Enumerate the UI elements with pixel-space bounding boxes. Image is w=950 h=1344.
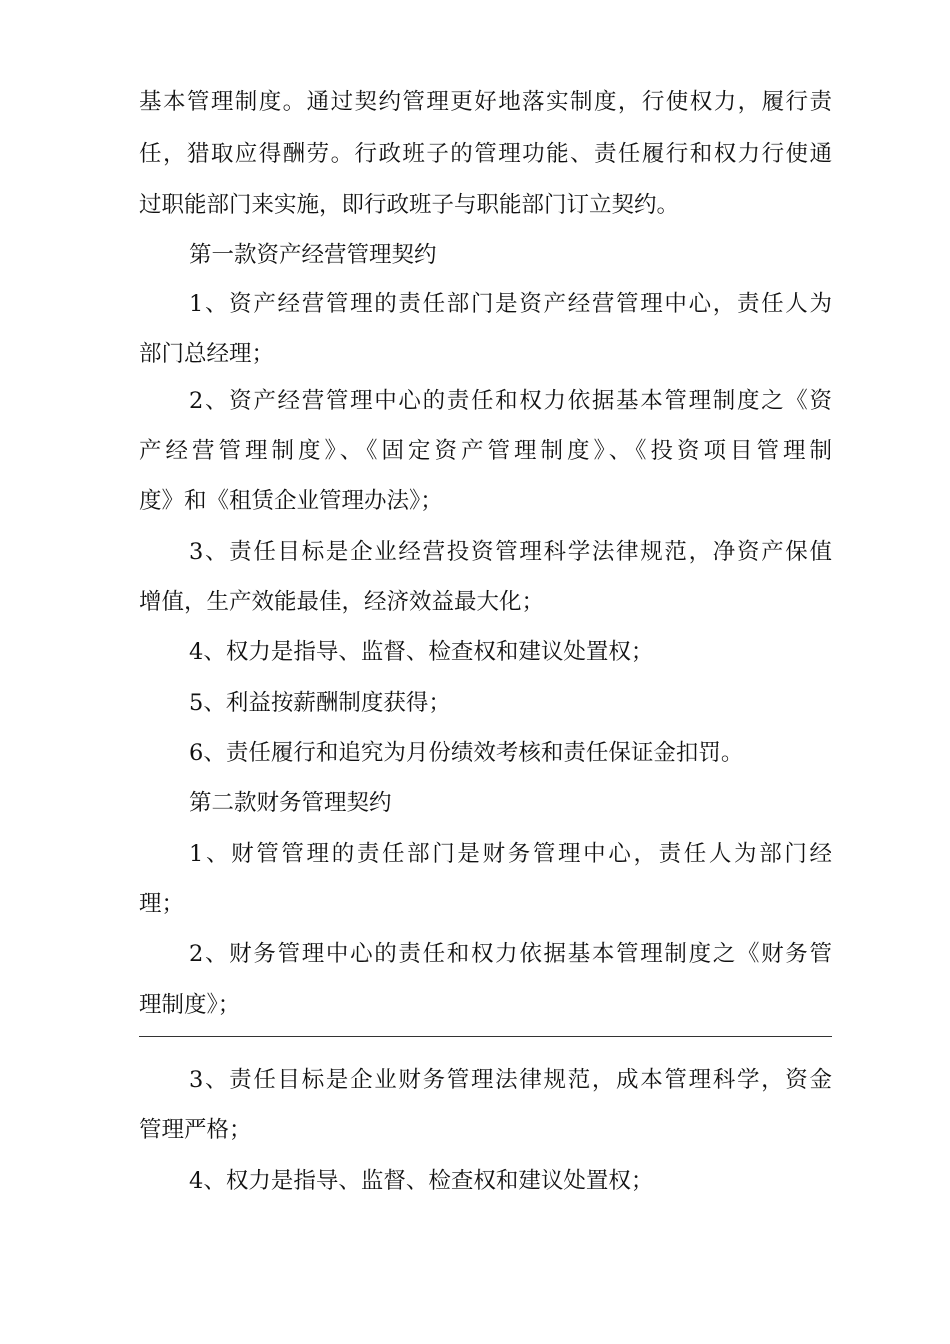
text-line: 2、资产经营管理中心的责任和权力依据基本管理制度之《资 bbox=[189, 388, 832, 414]
text-line: 1、财管管理的责任部门是财务管理中心，责任人为部门经 bbox=[189, 841, 832, 867]
text-line: 5、利益按薪酬制度获得； bbox=[189, 690, 451, 716]
text-line: 4、权力是指导、监督、检查权和建议处置权； bbox=[189, 639, 654, 665]
section-heading: 第一款资产经营管理契约 bbox=[189, 242, 437, 268]
text-line: 任，猎取应得酬劳。行政班子的管理功能、责任履行和权力行使通 bbox=[139, 141, 832, 167]
text-line: 度》和《租赁企业管理办法》； bbox=[139, 488, 443, 514]
text-line: 基本管理制度。通过契约管理更好地落实制度，行使权力，履行责 bbox=[139, 89, 832, 115]
text-line: 3、责任目标是企业经营投资管理科学法律规范，净资产保值 bbox=[189, 539, 832, 565]
text-line: 理； bbox=[139, 891, 185, 917]
page-divider bbox=[139, 1036, 832, 1037]
text-line: 1、资产经营管理的责任部门是资产经营管理中心，责任人为 bbox=[189, 291, 832, 317]
section-heading: 第二款财务管理契约 bbox=[189, 790, 392, 816]
text-line: 过职能部门来实施，即行政班子与职能部门订立契约。 bbox=[139, 192, 680, 218]
text-line: 管理严格； bbox=[139, 1117, 252, 1143]
text-line: 4、权力是指导、监督、检查权和建议处置权； bbox=[189, 1168, 654, 1194]
text-line: 理制度》； bbox=[139, 992, 241, 1018]
text-line: 6、责任履行和追究为月份绩效考核和责任保证金扣罚。 bbox=[189, 740, 744, 766]
text-line: 产经营管理制度》、《固定资产管理制度》、《投资项目管理制 bbox=[139, 438, 832, 464]
text-line: 2、财务管理中心的责任和权力依据基本管理制度之《财务管 bbox=[189, 941, 832, 967]
text-line: 3、责任目标是企业财务管理法律规范，成本管理科学，资金 bbox=[189, 1067, 832, 1093]
text-line: 部门总经理； bbox=[139, 341, 275, 367]
text-line: 增值，生产效能最佳，经济效益最大化； bbox=[139, 589, 545, 615]
